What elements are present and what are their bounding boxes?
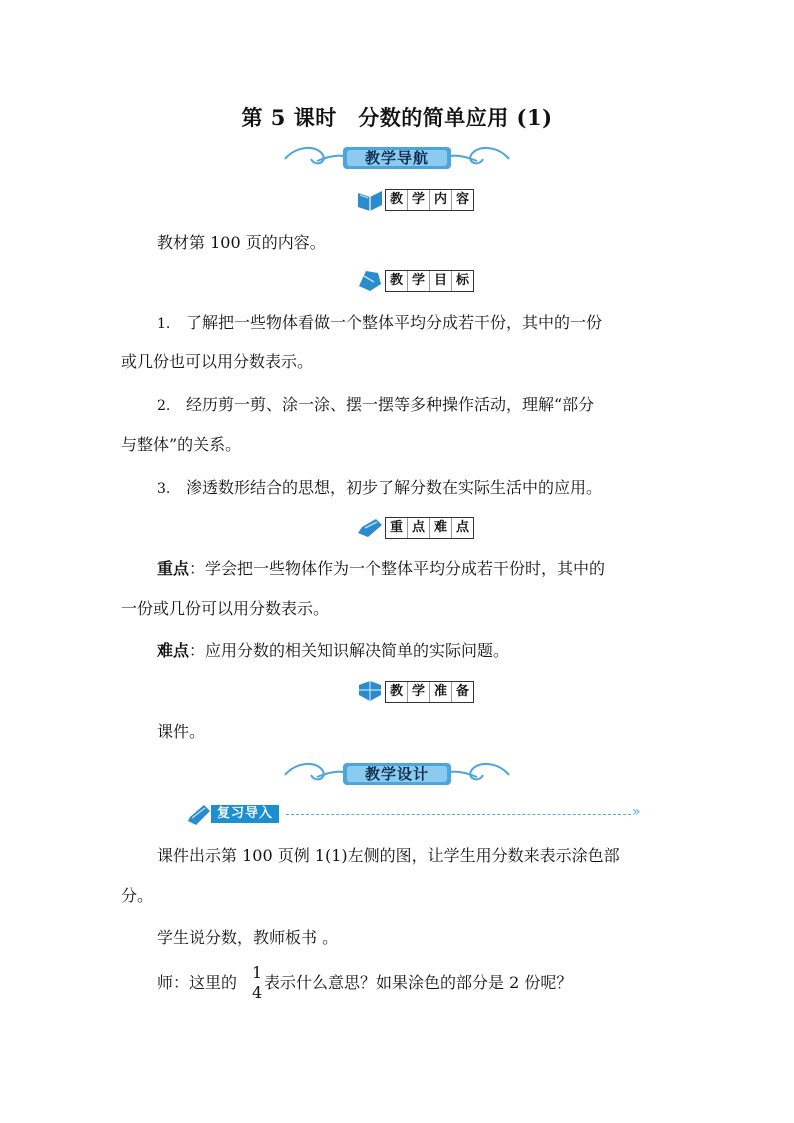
goal-number: 3. [157,481,171,497]
content-text: 教材第 100 页的内容。 [157,233,326,252]
section-title-box: 教 学 目 标 [385,270,474,292]
goal-text: 渗透数形结合的思想，初步了解分数在实际生活中的应用。 [186,478,603,497]
goal-text: 与整体”的关系。 [121,435,242,454]
double-chevron-icon: » [632,804,641,820]
review-tag: 复习导入 [211,805,279,823]
goal-text: 经历剪一剪、涂一涂、摆一摆等多种操作活动，理解“部分 [186,395,595,414]
review-text: 课件出示第 100 页例 1(1)左侧的图，让学生用分数来表示涂色部 [157,846,620,865]
review-text: 分。 [121,886,154,905]
section-title-box: 教 学 准 备 [385,681,474,703]
review-tag-bar [186,803,646,827]
fraction-one-quarter [252,964,262,1002]
banner-label: 教学设计 [364,765,429,783]
book-icon [356,187,384,213]
review-text: 学生说分数，教师板书 。 [157,928,339,947]
fraction-numerator: 1 [252,963,263,982]
review-question-start: 师：这里的 [157,973,238,992]
review-question-end: 表示什么意思？如果涂色的部分是 2 份呢？ [264,973,573,992]
banner-label: 教学导航 [364,149,429,167]
banner-teaching-design [277,757,517,791]
pencil-icon [186,803,212,827]
goal-text: 了解把一些物体看做一个整体平均分成若干份，其中的一份 [186,313,603,332]
goal-number: 1. [157,316,171,332]
key-point: 重点：学会把一些物体作为一个整体平均分成若干份时，其中的 [157,559,606,578]
pen-icon [356,515,384,541]
gift-icon [356,679,384,705]
difficulty-point: 难点：应用分数的相关知识解决简单的实际问题。 [157,641,510,660]
goal-text: 或几份也可以用分数表示。 [121,352,314,371]
dashed-divider [286,814,631,815]
banner-teaching-nav [277,141,517,175]
goal-number: 2. [157,398,171,414]
key-point-cont: 一份或几份可以用分数表示。 [121,599,330,618]
prep-text: 课件。 [157,722,206,741]
section-title-box: 教 学 内 容 [385,189,474,211]
target-icon [356,268,384,294]
section-title-box: 重 点 难 点 [385,517,474,539]
page-title: 第 5 课时 分数的简单应用 (1) [241,105,553,130]
fraction-denominator: 4 [252,983,263,1002]
